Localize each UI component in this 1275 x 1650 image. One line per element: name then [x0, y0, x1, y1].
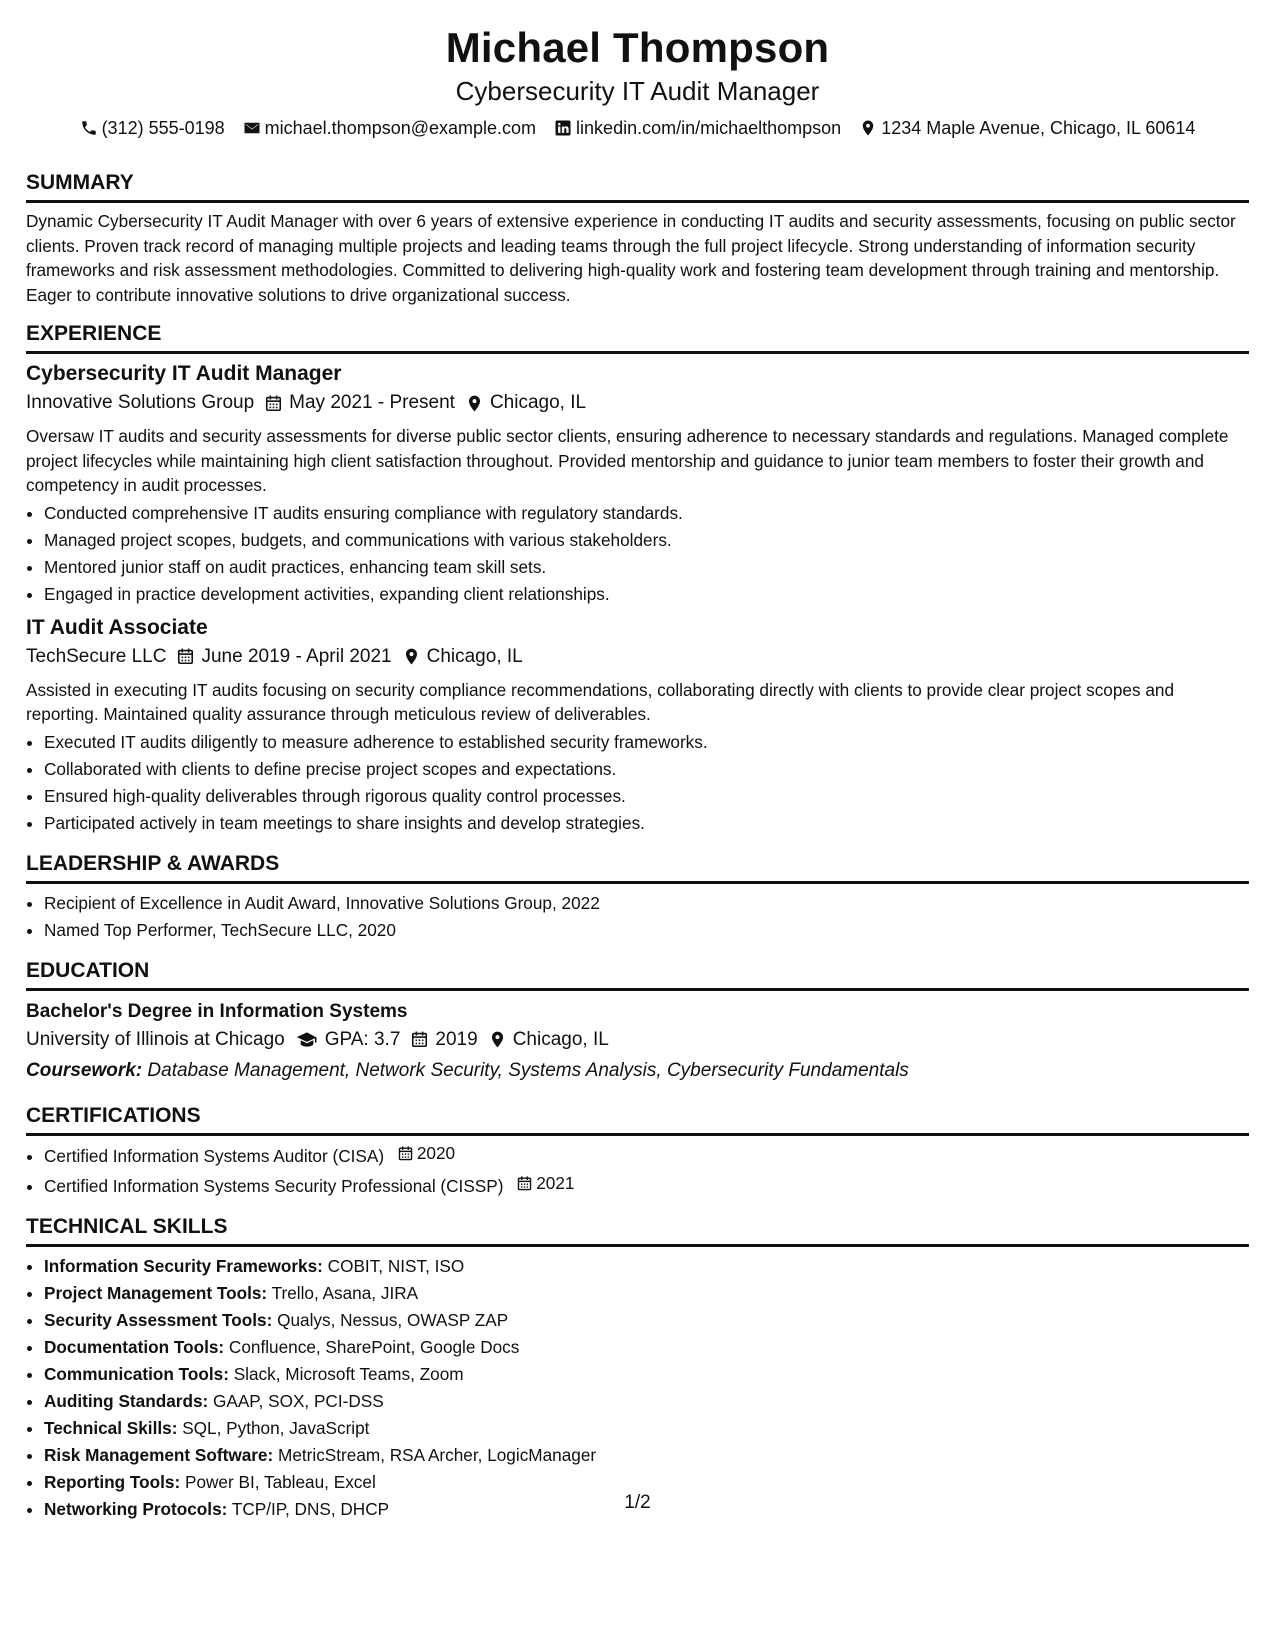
job-bullets [26, 500, 1249, 608]
candidate-role: Cybersecurity IT Audit Manager [455, 76, 820, 106]
phone-text: (312) 555-0198 [101, 118, 225, 138]
skill-value: COBIT, NIST, ISO [327, 1255, 465, 1276]
section-title: LEADERSHIP & AWARDS [26, 851, 1249, 884]
page-number: 1/2 [624, 1492, 651, 1513]
list-item [44, 1140, 1249, 1170]
cert-name: Certified Information Systems Auditor (CISA) [44, 1145, 385, 1166]
list-item: • Executed IT audits diligently to measure adherence to established security frameworks. [44, 729, 1249, 756]
map-pin-icon [402, 647, 421, 666]
skill-value: Slack, Microsoft Teams, Zoom [233, 1363, 464, 1384]
job-entry [26, 360, 1249, 608]
skill-value: TCP/IP, DNS, DHCP [231, 1498, 390, 1519]
location-text: Chicago, IL [512, 1028, 609, 1050]
section-title: EDUCATION [26, 958, 1249, 991]
list-item [44, 1170, 1249, 1200]
list-item [44, 1361, 1249, 1388]
skill-label: Communication Tools: [44, 1363, 229, 1384]
linkedin-text[interactable]: linkedin.com/in/michaelthompson [576, 118, 842, 138]
awards-section [26, 851, 1249, 944]
list-item: • Recipient of Excellence in Audit Award, Innovative Solutions Group, 2022 [44, 890, 1249, 917]
dates-text: June 2019 - April 2021 [201, 645, 392, 667]
candidate-name: Michael Thompson [445, 24, 830, 71]
coursework-text: Database Management, Network Security, Systems Analysis, Cybersecurity Fundamentals [147, 1059, 909, 1081]
certifications-list [26, 1140, 1249, 1200]
cert-date [397, 1140, 455, 1167]
list-item [44, 1415, 1249, 1442]
list-item [44, 1388, 1249, 1415]
address-text: 1234 Maple Avenue, Chicago, IL 60614 [881, 118, 1196, 138]
contact-bar [26, 116, 1249, 140]
job-bullets [26, 729, 1249, 837]
skill-label: Networking Protocols: [44, 1498, 228, 1519]
job-title: Cybersecurity IT Audit Manager [26, 362, 342, 385]
list-item: • Managed project scopes, budgets, and communications with various stakeholders. [44, 527, 1249, 554]
resume-header [26, 0, 1249, 140]
list-item [44, 1442, 1249, 1469]
education-section [26, 958, 1249, 1085]
email-text[interactable]: michael.thompson@example.com [264, 118, 537, 138]
calendar-icon [176, 647, 195, 666]
job-location [465, 388, 586, 418]
skill-label: Security Assessment Tools: [44, 1309, 273, 1330]
calendar-icon [410, 1030, 429, 1049]
contact-phone [80, 116, 225, 140]
dates-text: May 2021 - Present [289, 392, 455, 413]
skill-value: Qualys, Nessus, OWASP ZAP [277, 1309, 509, 1330]
map-pin-icon [465, 394, 484, 413]
skill-label: Information Security Frameworks: [44, 1255, 323, 1276]
skills-list [26, 1253, 1249, 1523]
awards-list [26, 890, 1249, 944]
job-dates [176, 642, 391, 672]
list-item: • Conducted comprehensive IT audits ensuring compliance with regulatory standards. [44, 500, 1249, 527]
skill-value: Confluence, SharePoint, Google Docs [228, 1336, 520, 1357]
map-pin-icon [859, 119, 877, 137]
list-item: • Ensured high-quality deliverables through rigorous quality control processes. [44, 783, 1249, 810]
skill-value: GAAP, SOX, PCI-DSS [213, 1390, 384, 1411]
graduation-cap-icon [295, 1030, 319, 1049]
envelope-icon [243, 119, 261, 137]
section-title: TECHNICAL SKILLS [26, 1214, 1249, 1247]
job-meta [26, 388, 1249, 418]
skill-label: Documentation Tools: [44, 1336, 225, 1357]
cert-year: 2020 [416, 1142, 456, 1163]
list-item: • Named Top Performer, TechSecure LLC, 2020 [44, 917, 1249, 944]
coursework-label: Coursework: [26, 1059, 143, 1081]
list-item: • Participated actively in team meetings to share insights and develop strategies. [44, 810, 1249, 837]
list-item [44, 1253, 1249, 1280]
map-pin-icon [488, 1030, 507, 1049]
education-location [488, 1025, 609, 1055]
company-name: Innovative Solutions Group [26, 392, 255, 413]
company-name: TechSecure LLC [26, 645, 167, 667]
section-title: EXPERIENCE [26, 321, 1249, 354]
contact-email[interactable] [243, 116, 536, 140]
summary-text: Dynamic Cybersecurity IT Audit Manager with over 6 years of extensive experience in conducting IT audits and security assessments, focusing on public sector clients. Proven track record of managing multiple projects and leading teams through the full project lifecycle. Strong understanding of information security frameworks and risk assessment methodologies. Committed to delivering high-quality work and fostering team development through training and mentorship. Eager to contribute innovative solutions to drive organizational success. [26, 211, 1236, 305]
list-item: • Mentored junior staff on audit practices, enhancing team skill sets. [44, 554, 1249, 581]
education-gpa [295, 1025, 401, 1055]
location-text: Chicago, IL [489, 392, 587, 413]
calendar-icon [397, 1145, 414, 1162]
skill-value: Power BI, Tableau, Excel [185, 1471, 376, 1492]
section-title: CERTIFICATIONS [26, 1103, 1249, 1136]
phone-icon [80, 119, 98, 137]
summary-section [26, 170, 1249, 307]
calendar-icon [516, 1175, 533, 1192]
skill-value: MetricStream, RSA Archer, LogicManager [278, 1444, 597, 1465]
calendar-icon [264, 394, 283, 413]
list-item [44, 1334, 1249, 1361]
skills-section [26, 1214, 1249, 1523]
skill-value: Trello, Asana, JIRA [271, 1282, 419, 1303]
linkedin-icon [554, 119, 572, 137]
job-title: IT Audit Associate [26, 615, 208, 639]
list-item [44, 1307, 1249, 1334]
job-dates [264, 388, 455, 418]
list-item [44, 1280, 1249, 1307]
degree-title: Bachelor's Degree in Information Systems [26, 1000, 408, 1022]
skill-label: Project Management Tools: [44, 1282, 268, 1303]
job-location [402, 642, 523, 672]
education-year [410, 1025, 477, 1055]
coursework [26, 1057, 1249, 1085]
school-name: University of Illinois at Chicago [26, 1028, 285, 1050]
section-title: SUMMARY [26, 170, 1249, 203]
certifications-section [26, 1103, 1249, 1200]
contact-address [859, 116, 1195, 140]
skill-label: Reporting Tools: [44, 1471, 181, 1492]
skill-label: Technical Skills: [44, 1417, 178, 1438]
job-entry [26, 614, 1249, 837]
gpa-text: GPA: 3.7 [324, 1028, 401, 1050]
cert-date [516, 1170, 574, 1197]
skill-label: Auditing Standards: [44, 1390, 209, 1411]
experience-section [26, 321, 1249, 837]
job-description: Oversaw IT audits and security assessments for diverse public sector clients, ensuring adherence to necessary standards and regulations. Managed complete project lifecycles while maintaining high client satisfaction throughout. Provided mentorship and guidance to junior team members to foster their growth and competency in audit processes. [26, 426, 1229, 495]
job-meta [26, 642, 1249, 672]
year-text: 2019 [435, 1028, 478, 1050]
education-meta [26, 1025, 1249, 1055]
list-item: • Engaged in practice development activities, expanding client relationships. [44, 581, 1249, 608]
location-text: Chicago, IL [426, 645, 523, 667]
contact-linkedin[interactable] [554, 116, 841, 140]
list-item: • Collaborated with clients to define precise project scopes and expectations. [44, 756, 1249, 783]
cert-year: 2021 [536, 1172, 575, 1193]
cert-name: Certified Information Systems Security Professional (CISSP) [44, 1175, 504, 1196]
job-description: Assisted in executing IT audits focusing on security compliance recommendations, collaborating directly with clients to provide clear project scopes and reporting. Maintained quality assurance through meticulous review of deliverables. [26, 679, 1175, 724]
skill-label: Risk Management Software: [44, 1444, 274, 1465]
skill-value: SQL, Python, JavaScript [182, 1417, 370, 1438]
